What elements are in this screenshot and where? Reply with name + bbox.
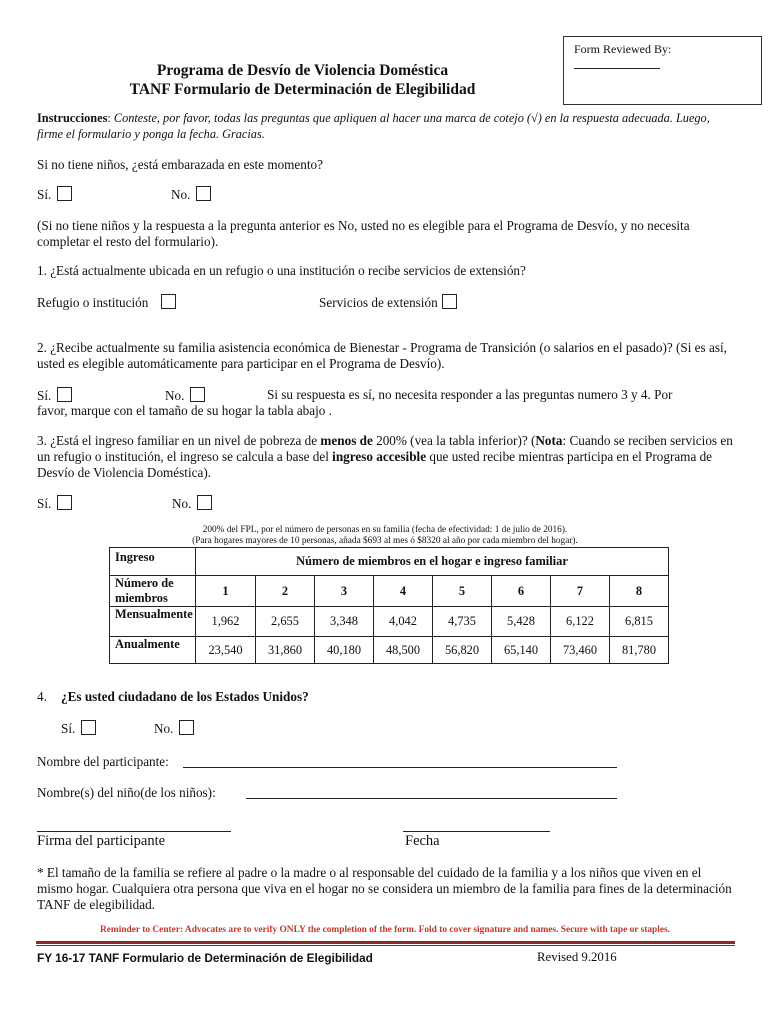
form-title-tanf: TANF Formulario de Determinación de Elegibilidad bbox=[129, 81, 476, 98]
q4-no-label: No. bbox=[154, 721, 174, 736]
q3-text-2: 200% (vea la tabla inferior)? ( bbox=[372, 433, 536, 448]
q3-yes-label: Sí. bbox=[37, 496, 52, 511]
table-header-members-income: Número de miembros en el hogar e ingreso familiar bbox=[196, 548, 669, 576]
monthly-cell: 3,348 bbox=[315, 607, 374, 637]
monthly-cell: 1,962 bbox=[196, 607, 256, 637]
q2-yes-checkbox[interactable] bbox=[57, 387, 72, 402]
members-cell: 7 bbox=[551, 576, 610, 607]
fpl-note-large-households: (Para hogares mayores de 10 personas, añada $693 al mes ó $8320 al año por cada miembro del hogar). bbox=[192, 536, 578, 546]
fpl-income-table bbox=[109, 547, 669, 664]
members-cell: 1 bbox=[196, 576, 256, 607]
q3-text-3: : Cuando se reciben servicios en un refugio o institución, el ingreso se calcula a base del bbox=[37, 433, 733, 464]
reminder-to-center: Reminder to Center: Advocates are to verify ONLY the completion of the form. Fold to cover signature and names. Secure with tape or staples. bbox=[99, 925, 671, 935]
footer-divider-thin bbox=[36, 945, 735, 946]
q2-note-line1: Si su respuesta es sí, no necesita responder a las preguntas numero 3 y 4. Por bbox=[267, 387, 673, 402]
q0-no-checkbox[interactable] bbox=[196, 186, 211, 201]
annual-cell: 23,540 bbox=[196, 637, 256, 664]
participant-name-label: Nombre del participante: bbox=[37, 754, 169, 769]
q2-no-option bbox=[165, 387, 205, 404]
q0-yes-label: Sí. bbox=[37, 187, 52, 202]
q4-yes-option bbox=[61, 720, 96, 737]
q2-note-line2: favor, marque con el tamaño de su hogar la tabla abajo . bbox=[37, 403, 332, 418]
q3-no-label: No. bbox=[172, 496, 192, 511]
date-field[interactable] bbox=[403, 831, 550, 832]
q1-shelter-label: Refugio o institución bbox=[37, 295, 149, 310]
table-row-monthly bbox=[110, 607, 669, 637]
question-4: ¿Es usted ciudadano de los Estados Unidos? bbox=[61, 689, 309, 704]
question-3 bbox=[37, 433, 737, 481]
q3-text-1: 3. ¿Está el ingreso familiar en un nivel de pobreza de bbox=[37, 433, 321, 448]
instructions-colon: : bbox=[107, 111, 114, 125]
q1-outreach-label: Servicios de extensión bbox=[319, 295, 438, 310]
members-cell: 5 bbox=[433, 576, 492, 607]
table-corner-ingreso: Ingreso bbox=[110, 548, 196, 576]
q4-yes-label: Sí. bbox=[61, 721, 76, 736]
q1-shelter-checkbox[interactable] bbox=[161, 294, 176, 309]
q3-bold-note: Nota bbox=[535, 433, 563, 448]
q3-yes-checkbox[interactable] bbox=[57, 495, 72, 510]
members-cell: 4 bbox=[374, 576, 433, 607]
q3-no-option bbox=[172, 495, 212, 512]
question-1: 1. ¿Está actualmente ubicada en un refugio o una institución o recibe servicios de extensión? bbox=[37, 263, 526, 278]
q1-outreach-checkbox[interactable] bbox=[442, 294, 457, 309]
members-cell: 2 bbox=[256, 576, 315, 607]
monthly-cell: 2,655 bbox=[256, 607, 315, 637]
children-names-label: Nombre(s) del niño(de los niños): bbox=[37, 785, 216, 800]
members-cell: 8 bbox=[610, 576, 669, 607]
table-row-members bbox=[110, 576, 669, 607]
form-reviewed-label: Form Reviewed By: bbox=[574, 42, 672, 56]
q4-no-checkbox[interactable] bbox=[179, 720, 194, 735]
annual-cell: 81,780 bbox=[610, 637, 669, 664]
participant-name-field[interactable] bbox=[183, 767, 617, 768]
q0-eligibility-note: (Si no tiene niños y la respuesta a la pregunta anterior es No, usted no es elegible para el Programa de Desvío, y no necesita completar el resto del formulario). bbox=[37, 218, 690, 249]
monthly-cell: 4,735 bbox=[433, 607, 492, 637]
monthly-cell: 4,042 bbox=[374, 607, 433, 637]
q0-yes-checkbox[interactable] bbox=[57, 186, 72, 201]
question-2: 2. ¿Recibe actualmente su familia asistencia económica de Bienestar - Programa de Transición (o salarios en el pasado)? (Si es así, usted es elegible automáticamente para participar en el Programa de Desvío). bbox=[37, 340, 727, 371]
monthly-cell: 5,428 bbox=[492, 607, 551, 637]
row-label-members: Número de miembros bbox=[110, 576, 196, 607]
q3-bold-less-than: menos de bbox=[320, 433, 373, 448]
q1-outreach-option bbox=[319, 294, 457, 311]
monthly-cell: 6,122 bbox=[551, 607, 610, 637]
footer-divider bbox=[36, 941, 735, 944]
q2-no-checkbox[interactable] bbox=[190, 387, 205, 402]
q1-shelter-option bbox=[37, 294, 176, 311]
row-label-monthly: Mensualmente bbox=[110, 607, 196, 637]
q4-yes-checkbox[interactable] bbox=[81, 720, 96, 735]
annual-cell: 48,500 bbox=[374, 637, 433, 664]
instructions-label: Instrucciones bbox=[37, 111, 108, 125]
instructions bbox=[37, 110, 737, 142]
q2-yes-option bbox=[37, 387, 72, 404]
family-size-footnote: * El tamaño de la familia se refiere al padre o la madre o al responsable del cuidado de la familia y a los niños que viven en el mismo hogar. Cualquiera otra persona que viva en el hogar no se considera un miembro de la familia para fines de la determinación TANF de elegibilidad. bbox=[37, 865, 732, 912]
children-names-field[interactable] bbox=[246, 798, 617, 799]
table-row-annual bbox=[110, 637, 669, 664]
q4-no-option bbox=[154, 720, 194, 737]
signature-field[interactable] bbox=[37, 831, 231, 832]
q2-yes-label: Sí. bbox=[37, 388, 52, 403]
date-label: Fecha bbox=[405, 833, 440, 849]
monthly-cell: 6,815 bbox=[610, 607, 669, 637]
q0-no-label: No. bbox=[171, 187, 191, 202]
q3-text-4: que usted recibe mientras participa en el Programa de Desvío de Violencia Doméstica). bbox=[37, 449, 713, 480]
q4-number: 4. bbox=[37, 689, 47, 704]
q3-no-checkbox[interactable] bbox=[197, 495, 212, 510]
annual-cell: 31,860 bbox=[256, 637, 315, 664]
annual-cell: 40,180 bbox=[315, 637, 374, 664]
members-cell: 6 bbox=[492, 576, 551, 607]
q3-bold-accessible-income: ingreso accesible bbox=[332, 449, 427, 464]
fpl-note-effective: 200% del FPL, por el número de personas en su familia (fecha de efectividad: 1 de julio de 2016). bbox=[202, 525, 568, 535]
annual-cell: 73,460 bbox=[551, 637, 610, 664]
members-cell: 3 bbox=[315, 576, 374, 607]
q3-yes-option bbox=[37, 495, 72, 512]
footer-revision: Revised 9.2016 bbox=[537, 950, 617, 964]
q0-yes-option bbox=[37, 186, 72, 203]
signature-label: Firma del participante bbox=[37, 833, 166, 849]
form-title-program: Programa de Desvío de Violencia Doméstica bbox=[156, 62, 449, 79]
row-label-annual: Anualmente bbox=[110, 637, 196, 664]
instructions-text: Conteste, por favor, todas las preguntas que apliquen al hacer una marca de cotejo (√) en la respuesta adecuada. Luego, firme el formulario y ponga la fecha. Gracias. bbox=[37, 111, 710, 141]
annual-cell: 65,140 bbox=[492, 637, 551, 664]
q2-no-label: No. bbox=[165, 388, 185, 403]
footer-form-title: FY 16-17 TANF Formulario de Determinación de Elegibilidad bbox=[37, 951, 373, 965]
q0-no-option bbox=[171, 186, 211, 203]
question-pregnant: Si no tiene niños, ¿está embarazada en este momento? bbox=[37, 157, 323, 172]
annual-cell: 56,820 bbox=[433, 637, 492, 664]
